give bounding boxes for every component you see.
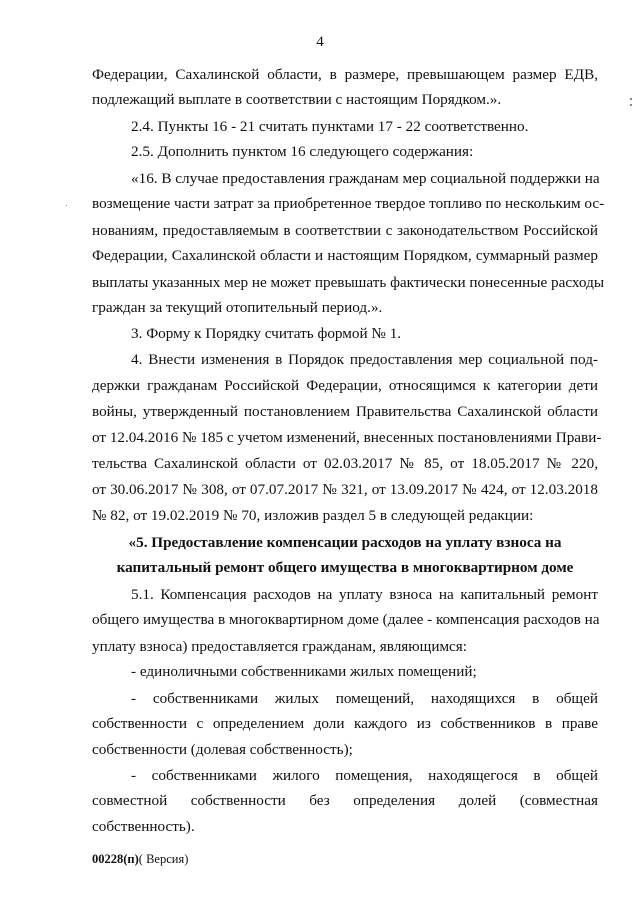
footer-version: ( Версия) — [138, 852, 189, 866]
page-number: 4 — [316, 34, 324, 50]
text-line: 5.1. Компенсация расходов на уплату взноса на капитальный ремонт — [131, 586, 598, 603]
text-line: подлежащий выплате в соответствии с настоящим Порядком.». — [92, 91, 502, 108]
footer-code: 00228(п) — [92, 852, 139, 866]
text-line: - собственниками жилого помещения, находящегося в общей — [131, 767, 598, 784]
text-line: 3. Форму к Порядку считать формой № 1. — [131, 325, 402, 342]
text-line: от 12.04.2016 № 185 с учетом изменений, внесенных постановлениями Прави- — [92, 429, 602, 446]
text-line: совместной собственности без определения долей (совместная — [92, 792, 598, 809]
scan-mark — [630, 104, 632, 106]
section-heading: «5. Предоставление компенсации расходов на уплату взноса на — [128, 534, 562, 551]
text-line: граждан за текущий отопительный период.». — [92, 299, 383, 316]
text-line: собственности с определением доли каждого из собственников в праве — [92, 715, 598, 732]
scan-mark — [66, 205, 67, 206]
scan-mark — [630, 98, 632, 100]
text-line: общего имущества в многоквартирном доме (далее - компенсация расходов на — [92, 611, 600, 628]
text-line: 2.4. Пункты 16 - 21 считать пунктами 17 - 22 соответственно. — [131, 118, 529, 135]
footer — [92, 852, 188, 867]
text-line: собственности (долевая собственность); — [92, 741, 353, 758]
text-line: Федерации, Сахалинской области и настоящим Порядком, суммарный размер — [92, 247, 598, 264]
text-line: выплаты указанных мер не может превышать фактически понесенные расходы — [92, 274, 605, 291]
text-line: войны, утвержденный постановлением Правительства Сахалинской области — [92, 403, 598, 420]
text-line: - собственниками жилых помещений, находящихся в общей — [131, 690, 598, 707]
text-line: от 30.06.2017 № 308, от 07.07.2017 № 321, от 13.09.2017 № 424, от 12.03.2018 — [92, 481, 598, 498]
text-line: нованиям, предоставляемым в соответствии с законодательством Российской — [92, 222, 598, 239]
text-line: возмещение части затрат за приобретенное твердое топливо по нескольким ос- — [92, 195, 605, 212]
text-line: уплату взноса) предоставляется гражданам, являющимся: — [92, 638, 468, 655]
text-line: Федерации, Сахалинской области, в размере, превышающем размер ЕДВ, — [92, 66, 598, 83]
text-line: держки гражданам Российской Федерации, относящимся к категории дети — [92, 377, 598, 394]
text-line: № 82, от 19.02.2019 № 70, изложив раздел 5 в следующей редакции: — [92, 507, 534, 524]
section-heading: капитальный ремонт общего имущества в многоквартирном доме — [116, 559, 574, 576]
text-line: собственность). — [92, 818, 195, 835]
text-line: «16. В случае предоставления гражданам мер социальной поддержки на — [131, 170, 600, 187]
text-line: 2.5. Дополнить пунктом 16 следующего содержания: — [131, 143, 474, 160]
text-line: - единоличными собственниками жилых помещений; — [131, 663, 477, 680]
text-line: 4. Внести изменения в Порядок предоставления мер социальной под- — [131, 351, 598, 368]
text-line: тельства Сахалинской области от 02.03.2017 № 85, от 18.05.2017 № 220, — [92, 455, 598, 472]
